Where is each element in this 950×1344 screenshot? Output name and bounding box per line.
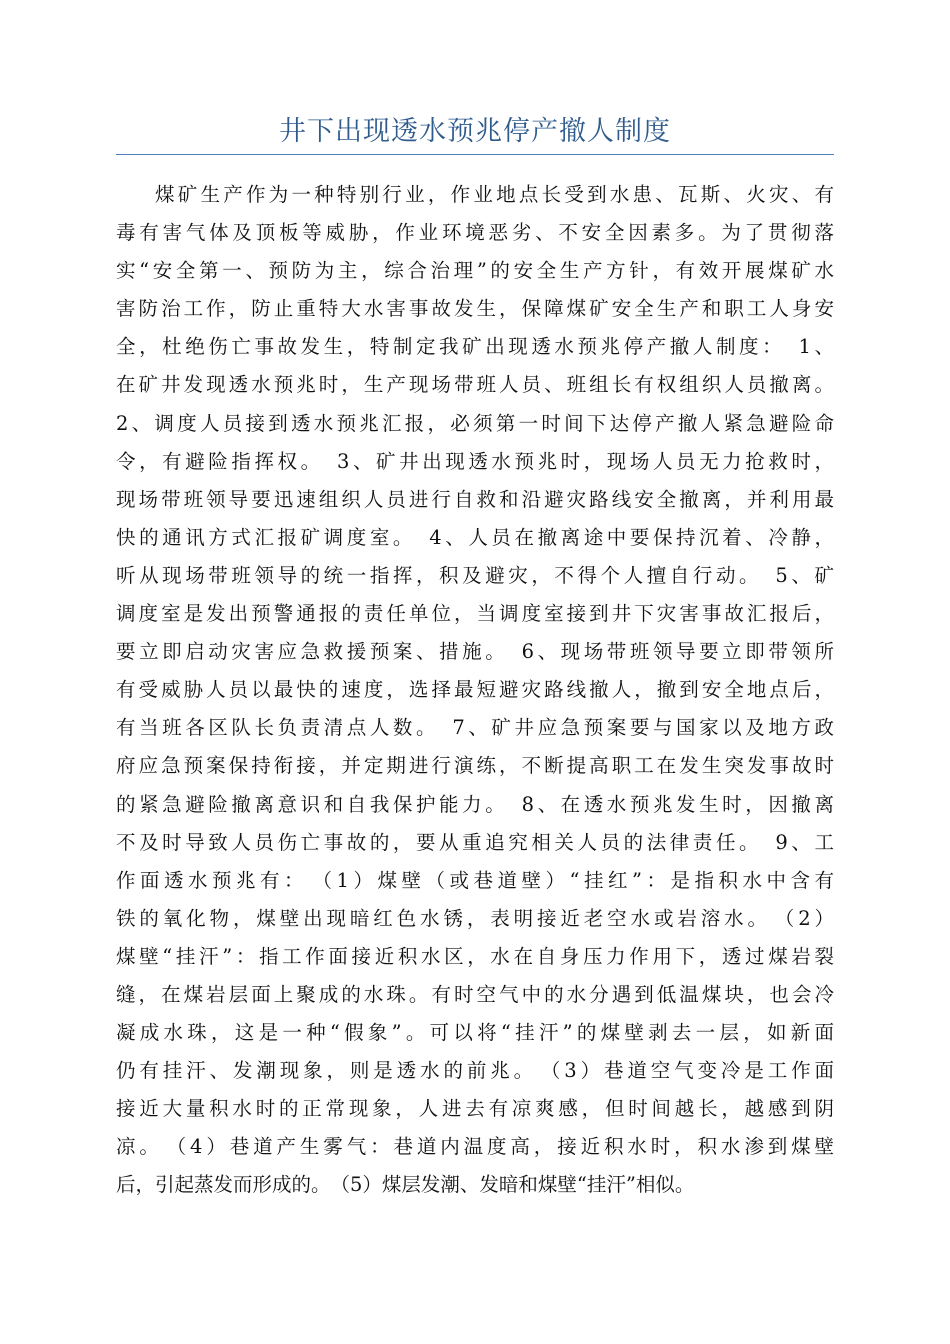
text-line: 有当班各区队长负责清点人数。 7、矿井应急预案要与国家以及地方政 — [116, 716, 834, 740]
document-body — [116, 176, 834, 1205]
text-line: 接近大量积水时的正常现象，人进去有凉爽感，但时间越长，越感到阴 — [116, 1097, 834, 1121]
text-line: 后，引起蒸发而形成的。 （5）煤层发潮、发暗和煤壁“挂汗”相似。 — [116, 1173, 695, 1197]
text-line: 有受威胁人员以最快的速度，选择最短避灾路线撤人，撤到安全地点后， — [116, 678, 834, 702]
text-line: 要立即启动灾害应急救援预案、措施。 6、现场带班领导要立即带领所 — [116, 640, 834, 664]
text-line: 令，有避险指挥权。 3、矿井出现透水预兆时，现场人员无力抢救时， — [116, 449, 834, 473]
document-title: 井下出现透水预兆停产撤人制度 — [279, 116, 671, 147]
title-underline — [116, 154, 834, 155]
text-line: 的紧急避险撤离意识和自我保护能力。 8、在透水预兆发生时，因撤离 — [116, 792, 834, 816]
text-line: 缝，在煤岩层面上聚成的水珠。有时空气中的水分遇到低温煤块，也会冷 — [116, 982, 834, 1006]
text-line: 全，杜绝伤亡事故发生，特制定我矿出现透水预兆停产撤人制度： 1、 — [116, 335, 834, 359]
text-line: 不及时导致人员伤亡事故的，要从重追究相关人员的法律责任。 9、工 — [116, 830, 834, 854]
text-line: 铁的氧化物，煤壁出现暗红色水锈，表明接近老空水或岩溶水。 （2） — [116, 906, 834, 930]
text-line: 毒有害气体及顶板等威胁，作业环境恶劣、不安全因素多。为了贯彻落 — [116, 221, 834, 245]
text-line: 作面透水预兆有： （1）煤壁（或巷道壁）“挂红”：是指积水中含有 — [116, 868, 834, 892]
text-line: 在矿井发现透水预兆时，生产现场带班人员、班组长有权组织人员撤离。 — [116, 373, 834, 397]
text-line: 煤矿生产作为一种特别行业，作业地点长受到水患、瓦斯、火灾、有 — [155, 183, 834, 206]
text-line: 调度室是发出预警通报的责任单位，当调度室接到井下灾害事故汇报后， — [116, 602, 834, 626]
text-line: 听从现场带班领导的统一指挥，积及避灾，不得个人擅自行动。 5、矿 — [116, 563, 834, 587]
text-line: 实“安全第一、预防为主，综合治理”的安全生产方针，有效开展煤矿水 — [116, 259, 834, 283]
text-line: 仍有挂汗、发潮现象，则是透水的前兆。 （3）巷道空气变冷是工作面 — [116, 1059, 834, 1083]
text-line: 现场带班领导要迅速组织人员进行自救和沿避灾路线安全撤离，并利用最 — [116, 487, 834, 511]
text-line: 府应急预案保持衔接，并定期进行演练，不断提高职工在发生突发事故时 — [116, 754, 834, 778]
text-line: 凝成水珠，这是一种“假象”。可以将“挂汗”的煤壁剥去一层，如新面 — [116, 1021, 834, 1045]
text-line: 快的通讯方式汇报矿调度室。 4、人员在撤离途中要保持沉着、冷静， — [116, 525, 834, 549]
text-line: 煤壁“挂汗”：指工作面接近积水区，水在自身压力作用下，透过煤岩裂 — [116, 944, 834, 968]
text-line: 害防治工作，防止重特大水害事故发生，保障煤矿安全生产和职工人身安 — [116, 297, 834, 321]
text-line: 凉。 （4）巷道产生雾气：巷道内温度高，接近积水时，积水渗到煤壁 — [116, 1135, 834, 1159]
text-line: 2、调度人员接到透水预兆汇报，必须第一时间下达停产撤人紧急避险命 — [116, 411, 834, 435]
